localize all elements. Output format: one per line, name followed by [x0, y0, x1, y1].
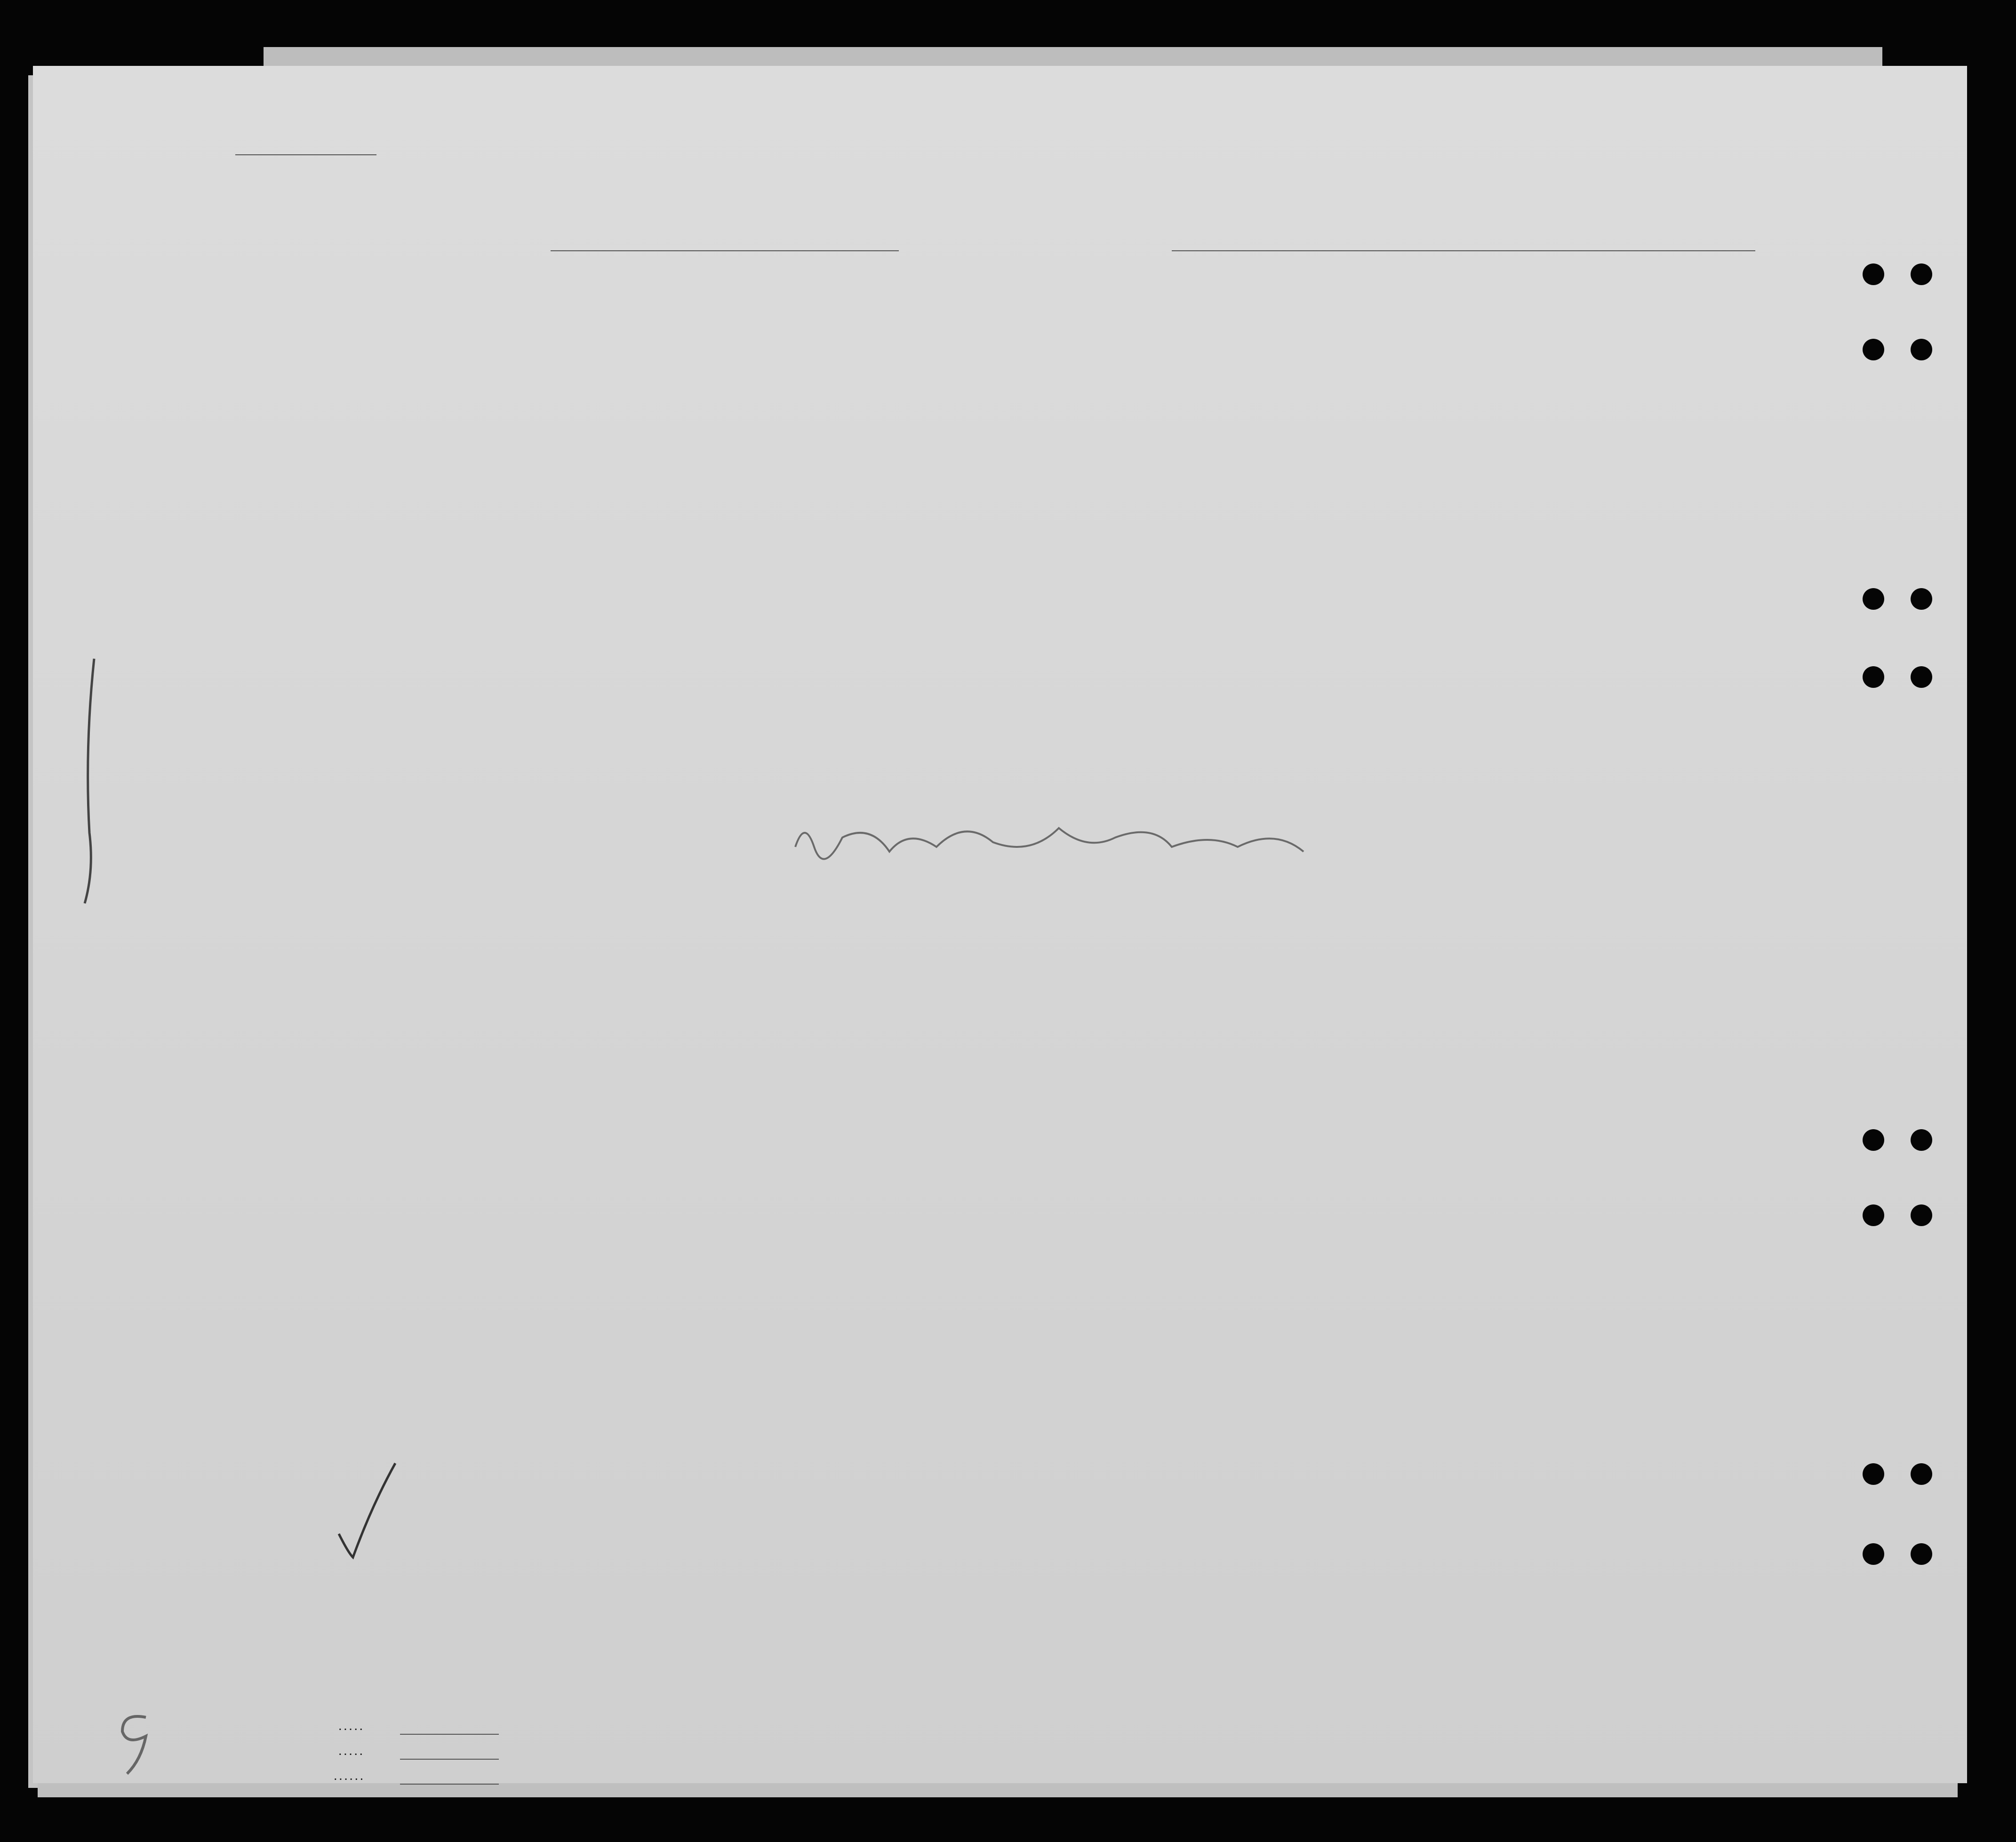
punch-hole [1911, 1204, 1932, 1226]
port-line [1172, 250, 1520, 251]
aliens-line [400, 1784, 499, 1785]
punch-hole [1911, 339, 1932, 360]
manifest-sheet [33, 66, 1967, 1783]
punch-hole [1911, 263, 1932, 285]
date-line [1520, 250, 1755, 251]
punch-hole [1863, 339, 1884, 360]
punch-hole [1863, 666, 1884, 688]
footer-dots: . . . . . [339, 1747, 363, 1757]
punch-hole [1863, 1129, 1884, 1151]
punch-hole [1863, 1463, 1884, 1485]
punch-hole [1863, 1204, 1884, 1226]
handwritten-scribble [786, 809, 1351, 870]
punch-hole [1911, 588, 1932, 610]
total-passengers-line [400, 1734, 499, 1735]
check-mark [334, 1459, 400, 1562]
punch-hole [1863, 263, 1884, 285]
list-number-line [235, 154, 376, 155]
margin-bracket [75, 654, 104, 908]
table-grid [33, 66, 1967, 1783]
punch-hole [1911, 1543, 1932, 1565]
punch-hole [1863, 1543, 1884, 1565]
footer-dots: . . . . . . [334, 1772, 363, 1782]
ship-line [551, 250, 899, 251]
punch-hole [1863, 588, 1884, 610]
us-citizens-line [400, 1759, 499, 1760]
punch-hole [1911, 1129, 1932, 1151]
punch-hole [1911, 666, 1932, 688]
punch-hole [1911, 1463, 1932, 1485]
margin-mark [113, 1708, 160, 1778]
footer-dots: . . . . . [339, 1722, 363, 1732]
